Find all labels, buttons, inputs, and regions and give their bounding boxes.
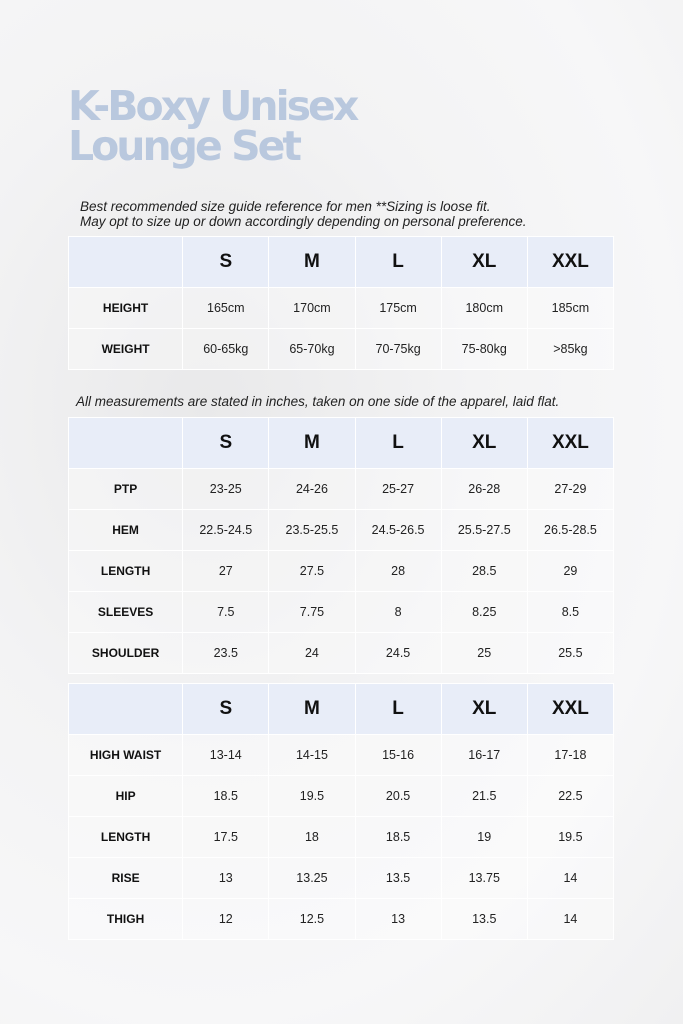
- size-header: XXL: [527, 418, 613, 469]
- fit-note-line-2: May opt to size up or down accordingly depending on personal preference.: [80, 214, 527, 229]
- table-cell: 24: [269, 633, 355, 674]
- table-cell: 23.5: [183, 633, 269, 674]
- table-cell: 65-70kg: [269, 329, 355, 370]
- table-cell: 15-16: [355, 735, 441, 776]
- table-row: [69, 469, 614, 510]
- table-cell: 13: [355, 899, 441, 940]
- table-cell: 185cm: [527, 288, 613, 329]
- size-header-row: [69, 418, 614, 469]
- body-size-table: [68, 236, 614, 370]
- table-row: [69, 899, 614, 940]
- table-cell: 27-29: [527, 469, 613, 510]
- table-cell: 13.75: [441, 858, 527, 899]
- table-cell: 19: [441, 817, 527, 858]
- table-cell: 23-25: [183, 469, 269, 510]
- table-cell: 14: [527, 858, 613, 899]
- table-cell: 25: [441, 633, 527, 674]
- size-header: M: [269, 418, 355, 469]
- title-line-2: Lounge Set: [68, 122, 300, 170]
- row-label: HIGH WAIST: [69, 735, 183, 776]
- table-cell: 24.5: [355, 633, 441, 674]
- table-cell: 12.5: [269, 899, 355, 940]
- row-label: HIP: [69, 776, 183, 817]
- row-label: THIGH: [69, 899, 183, 940]
- size-header: XL: [441, 418, 527, 469]
- row-label: WEIGHT: [69, 329, 183, 370]
- pants-size-table: [68, 683, 614, 940]
- row-label: SLEEVES: [69, 592, 183, 633]
- table-cell: >85kg: [527, 329, 613, 370]
- row-label: LENGTH: [69, 817, 183, 858]
- table-cell: 19.5: [269, 776, 355, 817]
- size-header: S: [183, 237, 269, 288]
- table-row: [69, 592, 614, 633]
- table-cell: 13.5: [355, 858, 441, 899]
- table-row: [69, 551, 614, 592]
- table-cell: 28.5: [441, 551, 527, 592]
- size-header: L: [355, 237, 441, 288]
- measurement-note: [76, 394, 559, 409]
- size-header: XL: [441, 237, 527, 288]
- table-cell: 13: [183, 858, 269, 899]
- table-cell: 23.5-25.5: [269, 510, 355, 551]
- corner-cell: [69, 684, 183, 735]
- row-label: RISE: [69, 858, 183, 899]
- table-cell: 13-14: [183, 735, 269, 776]
- fit-note: [80, 199, 527, 229]
- table-row: [69, 329, 614, 370]
- row-label: HEIGHT: [69, 288, 183, 329]
- table-cell: 8: [355, 592, 441, 633]
- table-cell: 25.5-27.5: [441, 510, 527, 551]
- table-cell: 7.75: [269, 592, 355, 633]
- size-header: L: [355, 684, 441, 735]
- table-cell: 27.5: [269, 551, 355, 592]
- row-label: LENGTH: [69, 551, 183, 592]
- table-cell: 13.5: [441, 899, 527, 940]
- table-cell: 18.5: [183, 776, 269, 817]
- corner-cell: [69, 237, 183, 288]
- measurement-note-text: All measurements are stated in inches, taken on one side of the apparel, laid flat.: [76, 394, 560, 409]
- table-cell: 17-18: [527, 735, 613, 776]
- size-header: L: [355, 418, 441, 469]
- table-cell: 165cm: [183, 288, 269, 329]
- table-cell: 14: [527, 899, 613, 940]
- table-cell: 26.5-28.5: [527, 510, 613, 551]
- table-row: [69, 633, 614, 674]
- size-header: S: [183, 418, 269, 469]
- table-cell: 175cm: [355, 288, 441, 329]
- table-cell: 8.25: [441, 592, 527, 633]
- top-size-table: [68, 417, 614, 674]
- table-cell: 22.5-24.5: [183, 510, 269, 551]
- table-cell: 75-80kg: [441, 329, 527, 370]
- table-cell: 26-28: [441, 469, 527, 510]
- size-header: M: [269, 237, 355, 288]
- table-cell: 29: [527, 551, 613, 592]
- table-cell: 25-27: [355, 469, 441, 510]
- size-header: XL: [441, 684, 527, 735]
- table-cell: 18: [269, 817, 355, 858]
- fit-note-line-1: Best recommended size guide reference for men **Sizing is loose fit.: [80, 199, 491, 214]
- table-cell: 19.5: [527, 817, 613, 858]
- table-cell: 28: [355, 551, 441, 592]
- row-label: SHOULDER: [69, 633, 183, 674]
- table-cell: 70-75kg: [355, 329, 441, 370]
- table-cell: 12: [183, 899, 269, 940]
- size-header: XXL: [527, 237, 613, 288]
- table-cell: 16-17: [441, 735, 527, 776]
- row-label: PTP: [69, 469, 183, 510]
- size-header: XXL: [527, 684, 613, 735]
- table-cell: 17.5: [183, 817, 269, 858]
- table-cell: 24.5-26.5: [355, 510, 441, 551]
- table-cell: 7.5: [183, 592, 269, 633]
- table-cell: 20.5: [355, 776, 441, 817]
- corner-cell: [69, 418, 183, 469]
- size-header-row: [69, 237, 614, 288]
- table-cell: 60-65kg: [183, 329, 269, 370]
- title-line-1: K-Boxy Unisex: [68, 82, 357, 130]
- table-cell: 8.5: [527, 592, 613, 633]
- table-row: [69, 735, 614, 776]
- table-row: [69, 817, 614, 858]
- table-row: [69, 858, 614, 899]
- table-row: [69, 776, 614, 817]
- table-cell: 180cm: [441, 288, 527, 329]
- row-label: HEM: [69, 510, 183, 551]
- table-cell: 170cm: [269, 288, 355, 329]
- page-title: [68, 82, 357, 170]
- table-row: [69, 510, 614, 551]
- table-cell: 13.25: [269, 858, 355, 899]
- table-cell: 18.5: [355, 817, 441, 858]
- size-header-row: [69, 684, 614, 735]
- table-cell: 22.5: [527, 776, 613, 817]
- size-header: M: [269, 684, 355, 735]
- table-cell: 14-15: [269, 735, 355, 776]
- table-cell: 25.5: [527, 633, 613, 674]
- table-cell: 21.5: [441, 776, 527, 817]
- size-header: S: [183, 684, 269, 735]
- table-cell: 27: [183, 551, 269, 592]
- table-row: [69, 288, 614, 329]
- table-cell: 24-26: [269, 469, 355, 510]
